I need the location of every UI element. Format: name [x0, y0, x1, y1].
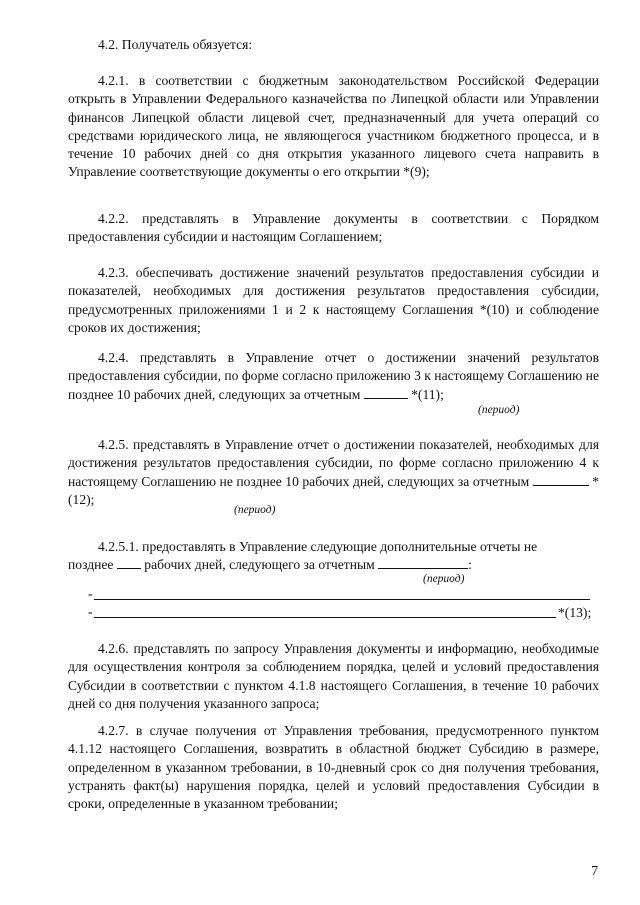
paragraph-4-2-2: 4.2.2. представлять в Управление документы в соответствии с Порядком предоставления субсидии и настоящим Соглашением; — [68, 211, 599, 245]
footnote-11: *(11); — [411, 386, 444, 402]
days-blank — [117, 556, 141, 569]
paragraph-4-2-3: 4.2.3. обеспечивать достижение значений результатов предоставления субсидии и показателей, необходимых для достижения результатов предоставления субсидии, предусмотренных приложениями 1 и 2 к настоящему Соглашения *(10) и соблюдение сроков их достижения; — [68, 265, 599, 335]
paragraph-4-2-5-1 — [68, 538, 599, 575]
footnote-12: *(12); — [68, 473, 599, 507]
blank-report-line — [94, 599, 590, 600]
paragraph-4-2-4 — [68, 349, 599, 404]
paragraph-4-2-5-1-text-3: рабочих дней, следующего за отчетным — [144, 557, 375, 573]
paragraph-4-2-5-1-text: 4.2.5.1. предоставлять в Управление следующие дополнительные отчеты не — [98, 539, 538, 554]
period-label: (период) — [478, 404, 520, 416]
period-blank — [533, 473, 589, 486]
list-dash: - — [88, 586, 93, 601]
colon: : — [468, 557, 472, 573]
period-blank — [378, 556, 468, 569]
period-label: (период) — [423, 573, 465, 585]
section-heading: 4.2. Получатель обязуется: — [98, 37, 253, 52]
paragraph-4-2-6: 4.2.6. представлять по запросу Управления документы и информацию, необходимые для осуществления контроля за соблюдением порядка, целей и условий предоставления Субсидии в соответствии с пунктом 4.1.8 настоящего Соглашения, в течение 10 рабочих дней со дня получения указанного запроса; — [68, 641, 599, 711]
paragraph-4-2-4-text: 4.2.4. представлять в Управление отчет о достижении значений результатов предоставления субсидии, по форме согласно приложению 3 к настоящему Соглашению не позднее 10 рабочих дней, следующих за отчетным — [68, 350, 599, 402]
paragraph-4-2-5 — [68, 436, 599, 509]
period-blank — [364, 386, 408, 399]
paragraph-4-2-5-text: 4.2.5. представлять в Управление отчет о достижении показателей, необходимых для достижения результатов предоставления субсидии, по форме согласно приложению 4 к настоящему Соглашению не позднее 10 рабочих дней, следующих за отчетным — [68, 437, 599, 489]
paragraph-4-2-5-1-text-2: позднее — [68, 557, 114, 573]
period-label: (период) — [234, 504, 276, 516]
page-number: 7 — [591, 863, 598, 878]
blank-report-line — [94, 617, 556, 618]
footnote-13: *(13); — [558, 605, 592, 620]
paragraph-4-2-7: 4.2.7. в случае получения от Управления требования, предусмотренного пунктом 4.1.12 настоящего Соглашения, возвратить в областной бюджет Субсидию в размере, определенном в указанном требовании, в 10-дневный срок со дня получения требования, устранять факт(ы) нарушения порядка, целей и условий предоставления Субсидии в сроки, определенные в указанном требовании; — [68, 723, 599, 812]
list-dash: - — [88, 604, 93, 619]
paragraph-4-2-1: 4.2.1. в соответствии с бюджетным законодательством Российской Федерации открыть в Управлении Федерального казначейства по Липецкой области или Управлении финансов Липецкой области лицевой счет, предназначенный для учета операций со средствами юридического лица, не являющегося участником бюджетного процесса, и в течение 10 рабочих дней со дня открытия указанного лицевого счета направить в Управление соответствующие документы о его открытии *(9); — [68, 73, 599, 180]
